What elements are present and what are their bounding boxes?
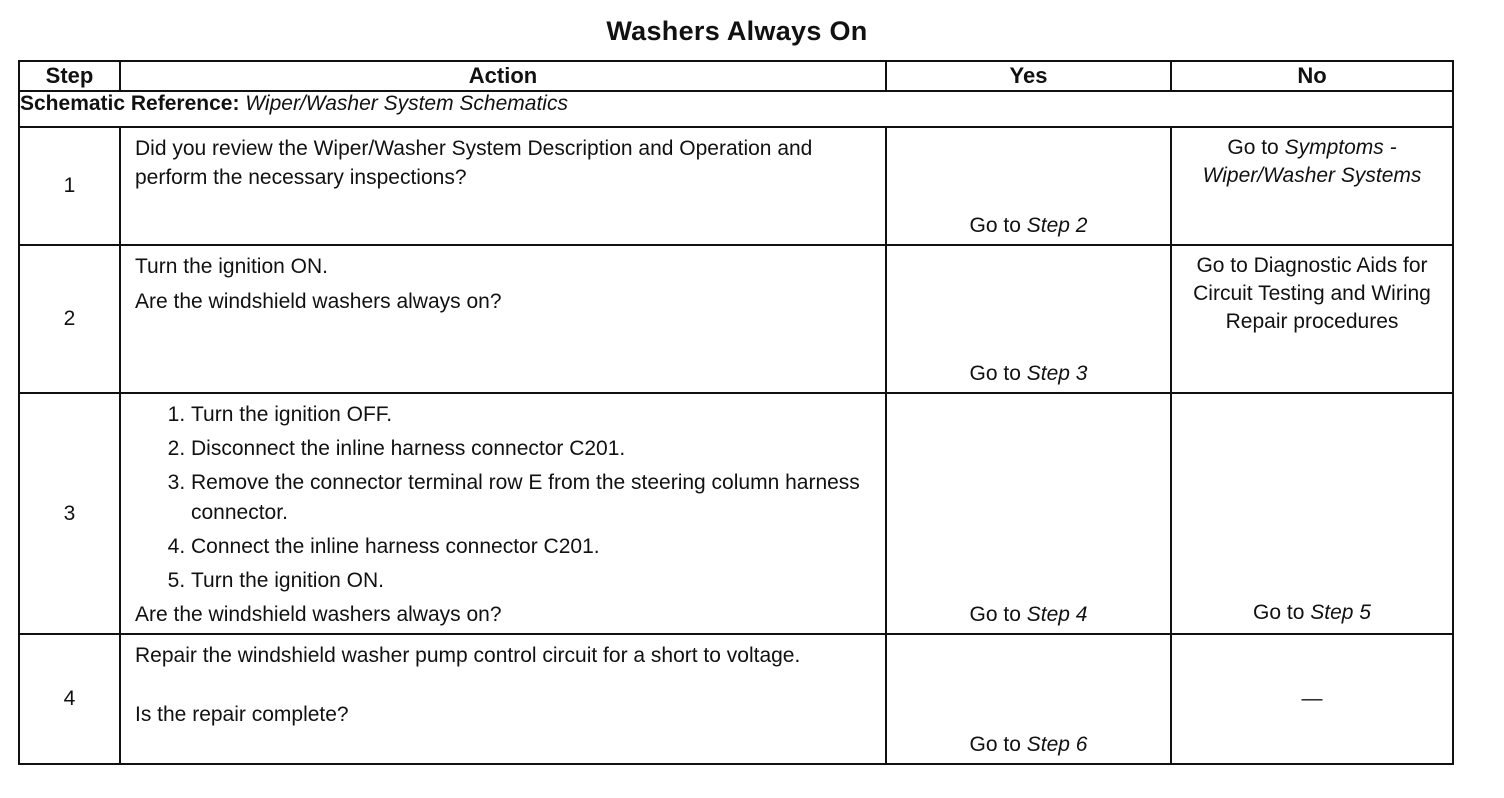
action-text: Did you review the Wiper/Washer System Description and Operation and perform the necessary inspections?: [135, 137, 813, 189]
step-number: 3: [19, 393, 120, 634]
yes-step-link[interactable]: Step 6: [1026, 733, 1088, 756]
yes-cell: [886, 393, 1171, 634]
yes-step-link[interactable]: Step 3: [1026, 362, 1088, 385]
table-row: [19, 245, 1453, 393]
table-row: [19, 127, 1453, 245]
action-text: Repair the windshield washer pump control circuit for a short to voltage.: [135, 644, 801, 667]
no-dash: —: [1301, 687, 1323, 710]
list-item: 2. Disconnect the inline harness connector C201.: [191, 434, 873, 464]
yes-step-link[interactable]: Step 4: [1026, 603, 1088, 626]
header-no: No: [1171, 61, 1453, 91]
schematic-reference: [19, 91, 1453, 127]
yes-prefix: Go to: [969, 733, 1021, 756]
yes-step-link[interactable]: Step 2: [1026, 214, 1088, 237]
header-action: Action: [120, 61, 886, 91]
header-row: [19, 61, 1453, 91]
schematic-reference-row: [19, 91, 1453, 127]
diagnostic-table: [18, 60, 1454, 765]
no-step-link[interactable]: Step 5: [1310, 601, 1371, 624]
page-title: Washers Always On: [606, 16, 868, 46]
list-item: 3. Remove the connector terminal row E from the steering column harness connector.: [191, 468, 873, 528]
schematic-reference-label: Schematic Reference:: [20, 92, 240, 115]
no-symptoms-link[interactable]: Symptoms - Wiper/Washer Systems: [1202, 136, 1422, 187]
action-cell: [120, 634, 886, 764]
yes-cell: [886, 127, 1171, 245]
yes-prefix: Go to: [969, 214, 1021, 237]
no-cell: [1171, 634, 1453, 764]
yes-prefix: Go to: [969, 603, 1021, 626]
action-question: Are the windshield washers always on?: [135, 603, 502, 626]
schematic-reference-link[interactable]: Wiper/Washer System Schematics: [245, 92, 568, 115]
action-cell: [120, 393, 886, 634]
action-cell: [120, 127, 886, 245]
action-cell: [120, 245, 886, 393]
header-yes: Yes: [886, 61, 1171, 91]
step-number: 1: [19, 127, 120, 245]
substep-list: [135, 400, 873, 596]
no-cell: [1171, 393, 1453, 634]
no-cell: [1171, 127, 1453, 245]
list-item: 1. Turn the ignition OFF.: [191, 400, 873, 430]
table-row: [19, 393, 1453, 634]
header-step: Step: [19, 61, 120, 91]
list-item: 4. Connect the inline harness connector C201.: [191, 532, 873, 562]
yes-cell: [886, 245, 1171, 393]
no-prefix: Go to: [1227, 136, 1279, 159]
action-text: Turn the ignition ON.: [135, 255, 328, 278]
yes-cell: [886, 634, 1171, 764]
no-diagnostic-aids-link[interactable]: Go to Diagnostic Aids for Circuit Testing and Wiring Repair procedures: [1193, 254, 1431, 333]
table-row: [19, 634, 1453, 764]
step-number: 4: [19, 634, 120, 764]
yes-prefix: Go to: [969, 362, 1021, 385]
list-item: 5. Turn the ignition ON.: [191, 566, 873, 596]
action-question: Is the repair complete?: [135, 703, 349, 726]
step-number: 2: [19, 245, 120, 393]
no-prefix: Go to: [1253, 601, 1305, 624]
no-cell: [1171, 245, 1453, 393]
action-question: Are the windshield washers always on?: [135, 290, 502, 313]
